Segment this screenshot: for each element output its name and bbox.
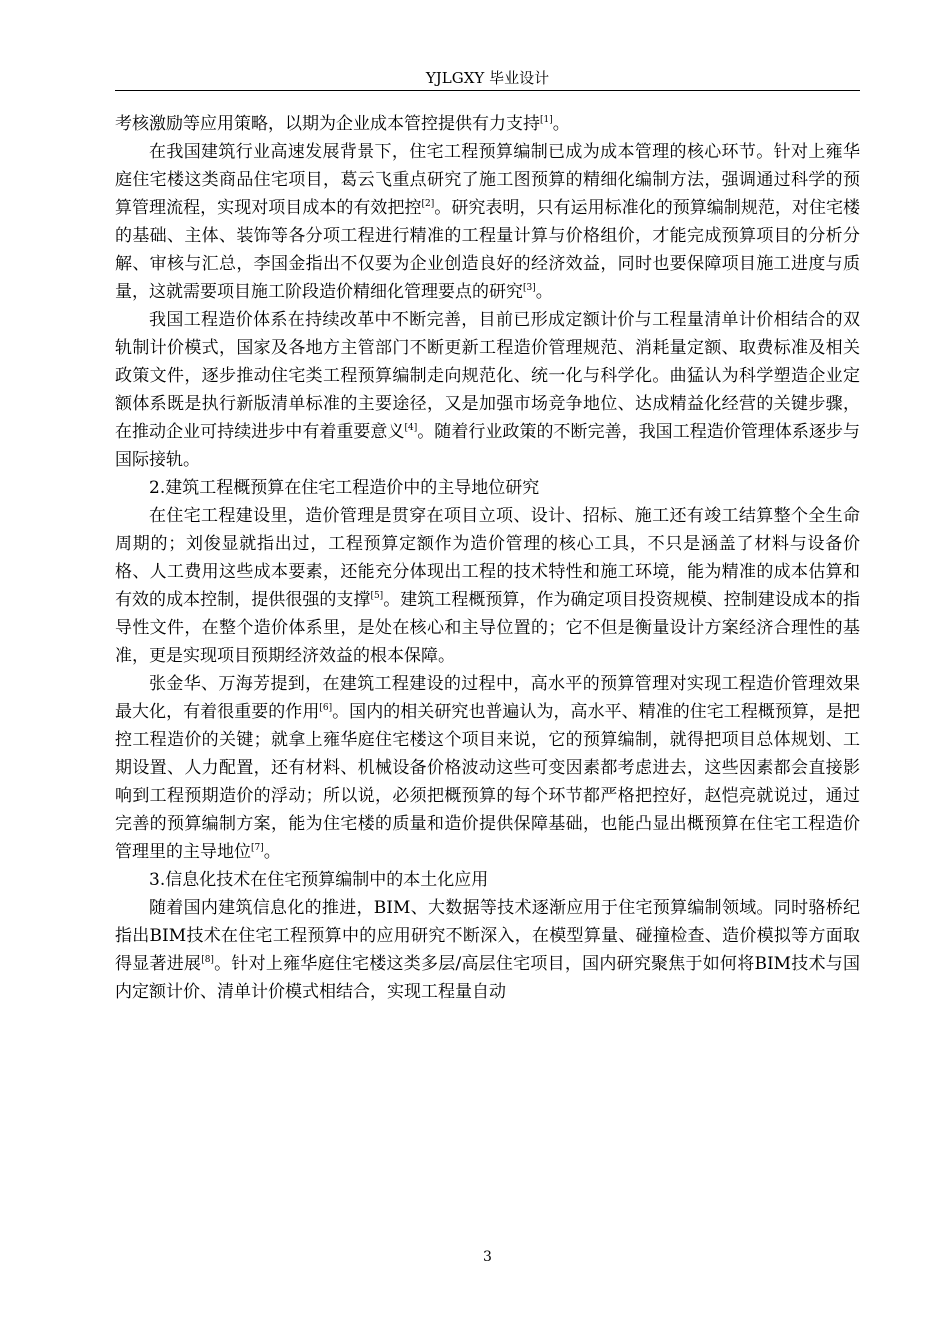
- paragraph-text: 我国工程造价体系在持续改革中不断完善，目前已形成定额计价与工程量清单计价相结合的双轨制计价模式，国家及各地方主管部门不断更新工程造价管理规范、消耗量定额、取费标准及相关政策文件，逐步推动住宅类工程预算编制走向规范化、统一化与科学化。曲猛认为科学塑造企业定额体系既是执行新版清单标准的主要途径，又是加强市场竞争地位、达成精益化经营的关键步骤，在推动企业可持续进步中有着重要意义: [115, 310, 860, 442]
- section-heading: [115, 474, 860, 502]
- citation: [6]: [319, 703, 333, 713]
- paragraph-text: 在我国建筑行业高速发展背景下，住宅工程预算编制已成为成本管理的核心环节。针对上雍华庭住宅楼这类商品住宅项目，葛云飞重点研究了施工图预算的精细化编制方法，强调通过科学的预算管理流程，实现对项目成本的有效把控: [115, 142, 860, 218]
- citation: [7]: [251, 843, 264, 853]
- paragraph-text: 。研究表明，只有运用标准化的预算编制规范，对住宅楼的基础、主体、装饰等各分项工程进行精准的工程量计算与价格组价，才能完成预算项目的分析分解、审核与汇总，李国金指出不仅要为企业创造良好的经济效益，同时也要保障项目施工进度与质量，这就需要项目施工阶段造价精细化管理要点的研究: [115, 198, 861, 302]
- citation: [8]: [201, 955, 214, 965]
- paragraph: [115, 894, 860, 1006]
- header-rule: [115, 90, 860, 91]
- paragraph: [115, 138, 860, 306]
- paragraph-text: 。: [263, 842, 281, 862]
- paragraph-text: 。针对上雍华庭住宅楼这类多层/高层住宅项目，国内研究聚焦于如何将BIM技术与国内定额计价、清单计价模式相结合，实现工程量自动: [115, 954, 861, 1002]
- citation: [2]: [421, 199, 435, 209]
- paragraph-text: 。随着行业政策的不断完善，我国工程造价管理体系逐步与国际接轨。: [115, 422, 861, 470]
- body-text: [115, 110, 860, 1006]
- paragraph-text: 随着国内建筑信息化的推进，BIM、大数据等技术逐渐应用于住宅预算编制领域。同时骆桥纪指出BIM技术在住宅工程预算中的应用研究不断深入，在模型算量、碰撞检查、造价模拟等方面取得显著进展: [115, 898, 860, 974]
- paragraph-text: 。建筑工程概预算，作为确定项目投资规模、控制建设成本的指导性文件，在整个造价体系里，是处在核心和主导位置的；它不但是衡量设计方案经济合理性的基准，更是实现项目预期经济效益的根本保障。: [115, 590, 861, 666]
- paragraph: [115, 670, 860, 866]
- paragraph: [115, 110, 860, 138]
- citation: [4]: [404, 423, 418, 433]
- page-number: 3: [483, 1249, 492, 1265]
- paragraph-text: 张金华、万海芳提到，在建筑工程建设的过程中，高水平的预算管理对实现工程造价管理效果最大化，有着很重要的作用: [115, 674, 860, 722]
- section-heading: [115, 866, 860, 894]
- paragraph: [115, 502, 860, 670]
- running-header: YJLGXY 毕业设计: [425, 69, 550, 87]
- citation: [5]: [370, 591, 384, 601]
- paragraph-text: 。: [552, 114, 570, 134]
- heading-text: 3.信息化技术在住宅预算编制中的本土化应用: [149, 870, 489, 890]
- paragraph-text: 。: [535, 282, 553, 302]
- paragraph-text: 。国内的相关研究也普遍认为，高水平、精准的住宅工程概预算，是把控工程造价的关键；就拿上雍华庭住宅楼这个项目来说，它的预算编制，就得把项目总体规划、工期设置、人力配置，还有材料、机械设备价格波动这些可变因素都考虑进去，这些因素都会直接影响到工程预期造价的浮动；所以说，必须把概预算的每个环节都严格把控好，赵恺亮就说过，通过完善的预算编制方案，能为住宅楼的质量和造价提供保障基础，也能凸显出概预算在住宅工程造价管理里的主导地位: [115, 702, 861, 862]
- citation: [3]: [523, 283, 536, 293]
- citation: [1]: [540, 115, 553, 125]
- heading-text: 2.建筑工程概预算在住宅工程造价中的主导地位研究: [149, 478, 540, 498]
- paragraph: [115, 306, 860, 474]
- paragraph-text: 在住宅工程建设里，造价管理是贯穿在项目立项、设计、招标、施工还有竣工结算整个全生命周期的；刘俊显就指出过，工程预算定额作为造价管理的核心工具，不只是涵盖了材料与设备价格、人工费用这些成本要素，还能充分体现出工程的技术特性和施工环境，能为精准的成本估算和有效的成本控制，提供很强的支撑: [115, 506, 860, 610]
- paragraph-text: 考核激励等应用策略，以期为企业成本管控提供有力支持: [115, 114, 540, 134]
